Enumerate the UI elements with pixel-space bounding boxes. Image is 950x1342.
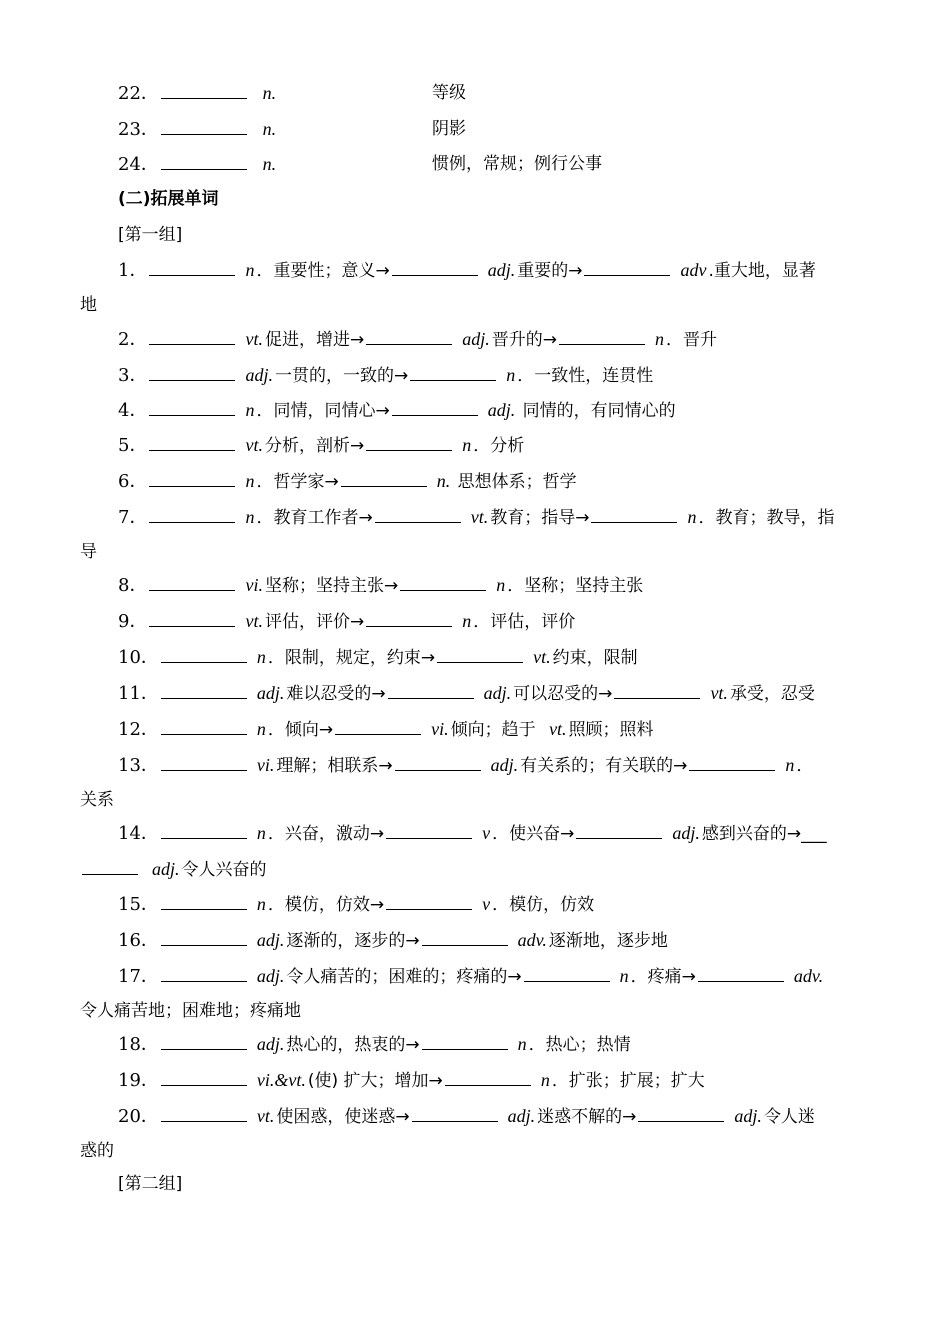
definition-text: ．一致性，连贯性 (517, 366, 654, 386)
answer-blank[interactable] (161, 822, 247, 839)
definition-text: ．倾向→ (267, 720, 334, 740)
answer-blank[interactable] (82, 858, 138, 875)
answer-blank[interactable] (161, 682, 247, 699)
part-of-speech: n (496, 575, 506, 595)
answer-blank[interactable] (149, 470, 235, 487)
part-of-speech: vt. (549, 719, 567, 739)
answer-blank[interactable] (386, 893, 472, 910)
definition-text: 重大地，显著 (713, 261, 816, 281)
answer-blank[interactable] (161, 153, 247, 170)
part-of-speech: n (540, 1070, 550, 1090)
definition-text: 逐渐地，逐步地 (548, 931, 668, 951)
definition-text: 地 (80, 295, 97, 315)
part-of-speech: n (256, 894, 266, 914)
vocab-row-23 (118, 118, 276, 141)
item-number: 22． (118, 83, 159, 104)
answer-blank[interactable] (689, 754, 775, 771)
definition-text: 令人痛苦的；困难的；疼痛的→ (286, 967, 522, 987)
answer-blank[interactable] (559, 328, 645, 345)
vocab-meaning-23: 阴影 (432, 119, 466, 139)
answer-blank[interactable] (149, 574, 235, 591)
part-of-speech: vt. (245, 329, 263, 349)
part-of-speech: adj. (152, 859, 180, 879)
answer-blank[interactable] (335, 718, 421, 735)
part-of-speech: n (245, 471, 255, 491)
definition-text: 评估，评价→ (264, 612, 365, 632)
definition-text: 坚称；坚持主张→ (264, 576, 399, 596)
answer-blank[interactable] (375, 506, 461, 523)
part-of-speech: n (245, 260, 255, 280)
answer-blank[interactable] (161, 718, 247, 735)
part-of-speech: adj. (487, 260, 516, 280)
item-number: 11． (118, 683, 159, 704)
item-number: 23． (118, 119, 159, 140)
answer-blank[interactable] (161, 754, 247, 771)
part-of-speech: vt. (533, 647, 551, 667)
part-of-speech: adv (680, 260, 707, 280)
part-of-speech: vt. (710, 683, 728, 703)
answer-blank[interactable] (388, 682, 474, 699)
vocab-meaning-24: 惯例，常规；例行公事 (432, 154, 602, 174)
part-of-speech: n (462, 611, 472, 631)
definition-text: ．重要性；意义→ (256, 261, 390, 281)
group-title-2: [第二组] (118, 1174, 183, 1194)
definition-text: 理解；相联系→ (276, 756, 393, 776)
exercise-row-14-continued (80, 858, 267, 881)
part-of-speech: n (654, 329, 664, 349)
answer-blank[interactable] (149, 434, 235, 451)
exercise-row-15 (118, 893, 594, 916)
part-of-speech: adj. (490, 755, 519, 775)
part-of-speech: vi. (431, 719, 449, 739)
definition-text: 倾向；趋于 (450, 720, 542, 740)
exercise-row-9 (118, 610, 575, 633)
definition-text: 感到兴奋的→___ (701, 824, 827, 844)
section-title: (二)拓展单词 (118, 189, 219, 209)
exercise-row-2 (118, 328, 717, 351)
definition-text: 令人兴奋的 (181, 860, 267, 880)
item-number: 20． (118, 1106, 159, 1127)
part-of-speech: vt. (256, 1106, 275, 1126)
item-number: 6． (118, 471, 148, 492)
answer-blank[interactable] (422, 1033, 508, 1050)
answer-blank[interactable] (591, 506, 677, 523)
definition-text: ． (796, 756, 814, 776)
item-number: 16． (118, 930, 159, 951)
answer-blank[interactable] (437, 646, 523, 663)
part-of-speech: adj. (734, 1106, 762, 1126)
definition-text: ．教育工作者→ (256, 508, 373, 528)
definition-text: 重要的→ (517, 261, 583, 281)
exercise-row-17 (118, 965, 825, 988)
answer-blank[interactable] (161, 118, 247, 135)
definition-text: ．热心；热情 (528, 1035, 631, 1055)
exercise-row-6 (118, 470, 577, 493)
part-of-speech: adj. (256, 930, 285, 950)
part-of-speech: vi. (256, 755, 275, 775)
item-number: 3． (118, 365, 148, 386)
part-of-speech: adj. (256, 1034, 285, 1054)
definition-text: ．晋升 (665, 330, 717, 350)
definition-text: ．模仿，仿效→ (267, 895, 385, 915)
exercise-row-8 (118, 574, 643, 597)
definition-text: ．评估，评价 (473, 612, 576, 632)
part-of-speech: n (785, 755, 795, 775)
definition-text: ．分析 (473, 436, 525, 456)
item-number: 2． (118, 329, 148, 350)
part-of-speech: n (256, 719, 266, 739)
part-of-speech: adj. (462, 329, 490, 349)
definition-text: 迷惑不解的→ (537, 1107, 637, 1127)
definition-text: 惑的 (80, 1141, 114, 1161)
definition-text: 逐渐的，逐步的→ (286, 931, 420, 951)
part-of-speech: adj. (507, 1106, 536, 1126)
answer-blank[interactable] (576, 822, 662, 839)
part-of-speech: adj. (256, 683, 285, 703)
definition-text: 承受，忍受 (729, 684, 815, 704)
part-of-speech: n (462, 435, 472, 455)
definition-text: ．限制，规定，约束→ (267, 648, 436, 668)
definition-text: 约束，限制 (552, 648, 638, 668)
answer-blank[interactable] (638, 1105, 724, 1122)
answer-blank[interactable] (386, 822, 472, 839)
definition-text: ．疼痛→ (630, 967, 696, 987)
exercise-row-7 (118, 506, 834, 529)
exercise-row-1-continued (80, 294, 97, 316)
answer-blank[interactable] (445, 1069, 531, 1086)
definition-text: 使困惑，使迷惑→ (276, 1107, 410, 1127)
definition-text: 一贯的，一致的→ (274, 366, 409, 386)
definition-text: 教育；指导→ (490, 508, 590, 528)
part-of-speech: n (506, 365, 516, 385)
part-of-speech: n (517, 1034, 527, 1054)
item-number: 13． (118, 755, 159, 776)
answer-blank[interactable] (161, 1033, 247, 1050)
exercise-row-7-continued (80, 541, 97, 563)
definition-text: 分析，剖析→ (264, 436, 365, 456)
answer-blank[interactable] (161, 965, 247, 982)
answer-blank[interactable] (524, 965, 610, 982)
answer-blank[interactable] (161, 1069, 247, 1086)
item-number: 19． (118, 1070, 159, 1091)
exercise-row-17-continued (80, 1000, 301, 1022)
answer-blank[interactable] (392, 399, 478, 416)
part-of-speech: n. (262, 154, 277, 174)
definition-text: ．教育；教导，指 (698, 508, 835, 528)
part-of-speech: n (256, 647, 266, 667)
definition-text: 关系 (80, 790, 114, 810)
exercise-row-18 (118, 1033, 631, 1056)
part-of-speech: adj. (245, 365, 273, 385)
part-of-speech: adv. (793, 966, 824, 986)
definition-text: (使) 扩大；增加→ (307, 1071, 443, 1091)
definition-text: 思想体系；哲学 (452, 472, 577, 492)
answer-blank[interactable] (149, 259, 235, 276)
definition-text: 促进，增进→ (264, 330, 365, 350)
exercise-row-12 (118, 718, 654, 741)
exercise-row-11 (118, 682, 815, 705)
vocab-row-22 (118, 82, 276, 105)
answer-blank[interactable] (161, 646, 247, 663)
vocab-meaning-22: 等级 (432, 83, 466, 103)
part-of-speech: vt. (245, 435, 263, 455)
exercise-row-5 (118, 434, 524, 457)
exercise-row-1 (118, 259, 816, 282)
answer-blank[interactable] (161, 893, 247, 910)
part-of-speech: adj. (483, 683, 512, 703)
part-of-speech: adj. (672, 823, 700, 843)
item-number: 24． (118, 154, 159, 175)
definition-text: ．使兴奋→ (492, 824, 575, 844)
answer-blank[interactable] (412, 1105, 498, 1122)
part-of-speech: adv. (517, 930, 547, 950)
exercise-row-19 (118, 1069, 705, 1092)
definition-text: 热心的，热衷的→ (286, 1035, 420, 1055)
part-of-speech: adj. (256, 966, 285, 986)
answer-blank[interactable] (395, 754, 481, 771)
part-of-speech: adj. (487, 400, 516, 420)
definition-text: 可以忍受的→ (513, 684, 613, 704)
exercise-row-13 (118, 754, 813, 777)
part-of-speech: n (619, 966, 629, 986)
definition-text: ．哲学家→ (256, 472, 339, 492)
answer-blank[interactable] (161, 1105, 247, 1122)
answer-blank[interactable] (149, 506, 235, 523)
answer-blank[interactable] (149, 364, 235, 381)
part-of-speech: vi. (245, 575, 263, 595)
exercise-row-16 (118, 929, 668, 952)
part-of-speech: n (245, 507, 255, 527)
item-number: 4． (118, 400, 148, 421)
definition-text: . (708, 261, 714, 281)
answer-blank[interactable] (698, 965, 784, 982)
definition-text: 令人痛苦地；困难地；疼痛地 (80, 1001, 301, 1021)
part-of-speech: n. (436, 471, 451, 491)
answer-blank[interactable] (149, 328, 235, 345)
part-of-speech: v (482, 823, 491, 843)
item-number: 18． (118, 1034, 159, 1055)
vocab-row-24 (118, 153, 276, 176)
answer-blank[interactable] (614, 682, 700, 699)
group-title-1: [第一组] (118, 225, 183, 245)
exercise-row-4 (118, 399, 676, 422)
answer-blank[interactable] (341, 470, 427, 487)
definition-text: ．同情，同情心→ (256, 401, 390, 421)
definition-text: ．坚称；坚持主张 (507, 576, 644, 596)
item-number: 9． (118, 611, 148, 632)
item-number: 5． (118, 435, 148, 456)
part-of-speech: v (482, 894, 491, 914)
part-of-speech: n (245, 400, 255, 420)
part-of-speech: vt. (245, 611, 263, 631)
exercise-row-3 (118, 364, 653, 387)
item-number: 8． (118, 575, 148, 596)
item-number: 7． (118, 507, 148, 528)
exercise-row-10 (118, 646, 638, 669)
exercise-row-20 (118, 1105, 815, 1128)
exercise-row-20-continued (80, 1140, 114, 1162)
exercise-row-13-continued (80, 789, 114, 811)
part-of-speech: vi.&vt. (256, 1070, 306, 1090)
definition-text: 有关系的；有关联的→ (520, 756, 688, 776)
definition-text: ．兴奋，激动→ (267, 824, 385, 844)
answer-blank[interactable] (410, 364, 496, 381)
part-of-speech: n. (262, 83, 277, 103)
part-of-speech: vt. (470, 507, 489, 527)
definition-text: 导 (80, 542, 97, 562)
definition-text: 令人迷 (763, 1107, 815, 1127)
part-of-speech: n (256, 823, 266, 843)
answer-blank[interactable] (149, 399, 235, 416)
answer-blank[interactable] (366, 328, 452, 345)
item-number: 15． (118, 894, 159, 915)
answer-blank[interactable] (161, 82, 247, 99)
answer-blank[interactable] (392, 259, 478, 276)
answer-blank[interactable] (400, 574, 486, 591)
answer-blank[interactable] (366, 434, 452, 451)
part-of-speech: n (687, 507, 697, 527)
exercise-row-14 (118, 822, 827, 845)
definition-text: 难以忍受的→ (286, 684, 386, 704)
item-number: 10． (118, 647, 159, 668)
answer-blank[interactable] (584, 259, 670, 276)
answer-blank[interactable] (366, 610, 452, 627)
definition-text: ．模仿，仿效 (492, 895, 595, 915)
item-number: 1． (118, 260, 148, 281)
definition-text: 同情的，有同情心的 (517, 401, 676, 421)
item-number: 17． (118, 966, 159, 987)
part-of-speech: n. (262, 119, 277, 139)
definition-text: 照顾；照料 (568, 720, 654, 740)
definition-text: 晋升的→ (491, 330, 557, 350)
definition-text: ．扩张；扩展；扩大 (551, 1071, 705, 1091)
item-number: 14． (118, 823, 159, 844)
answer-blank[interactable] (422, 929, 508, 946)
answer-blank[interactable] (161, 929, 247, 946)
item-number: 12． (118, 719, 159, 740)
answer-blank[interactable] (149, 610, 235, 627)
